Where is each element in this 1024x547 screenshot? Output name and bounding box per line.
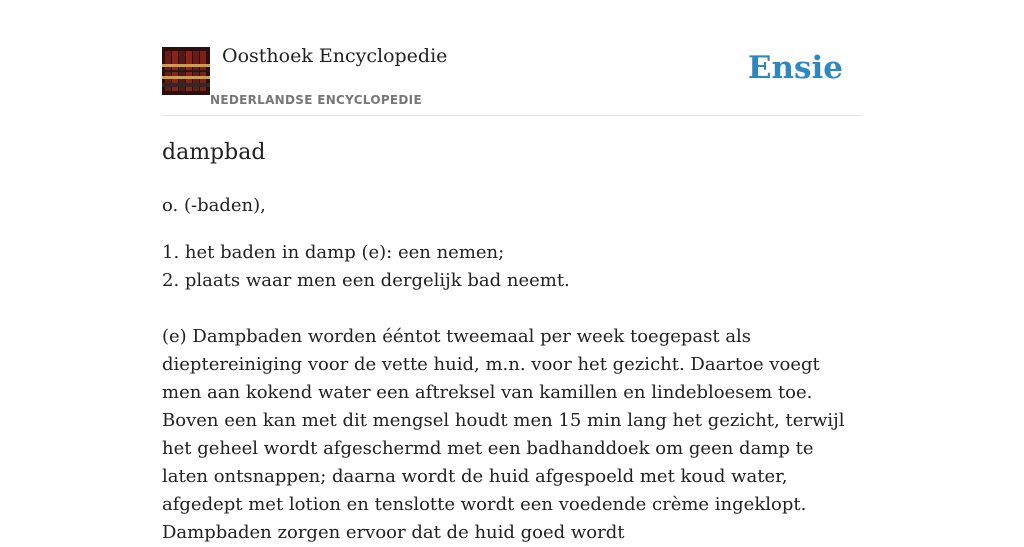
site-subtitle: NEDERLANDSE ENCYCLOPEDIE — [210, 93, 422, 107]
site-title-link[interactable]: Oosthoek Encyclopedie — [222, 45, 448, 67]
entry-title: dampbad — [162, 140, 266, 165]
site-header — [162, 0, 862, 116]
entry-note: (e) Dampbaden worden ééntot tweemaal per week toegepast als dieptereiniging voor de vette huid, m.n. voor het gezicht. Daartoe voegt men aan kokend water een aftreksel van kamillen en lindebloesem toe. Boven een kan met dit mengsel houdt men 15 min lang het gezicht, terwijl het geheel wordt afgeschermd met een badhanddoek om geen damp te laten ontsnappen; daarna wordt de huid afgespoeld met koud water, afgedept met lotion en tenslotte wordt een voedende crème ingeklopt. Dampbaden zorgen ervoor dat de huid goed wordt — [162, 326, 845, 543]
ensie-logo-link[interactable]: Ensie — [747, 50, 843, 86]
encyclopedia-books-icon[interactable] — [162, 47, 210, 95]
definition-list — [162, 239, 570, 295]
definition-item: 2. plaats waar men een dergelijk bad neemt. — [162, 270, 570, 291]
page — [162, 0, 862, 543]
definition-item: 1. het baden in damp (e): een nemen; — [162, 242, 505, 263]
grammar-note: o. (-baden), — [162, 195, 266, 216]
